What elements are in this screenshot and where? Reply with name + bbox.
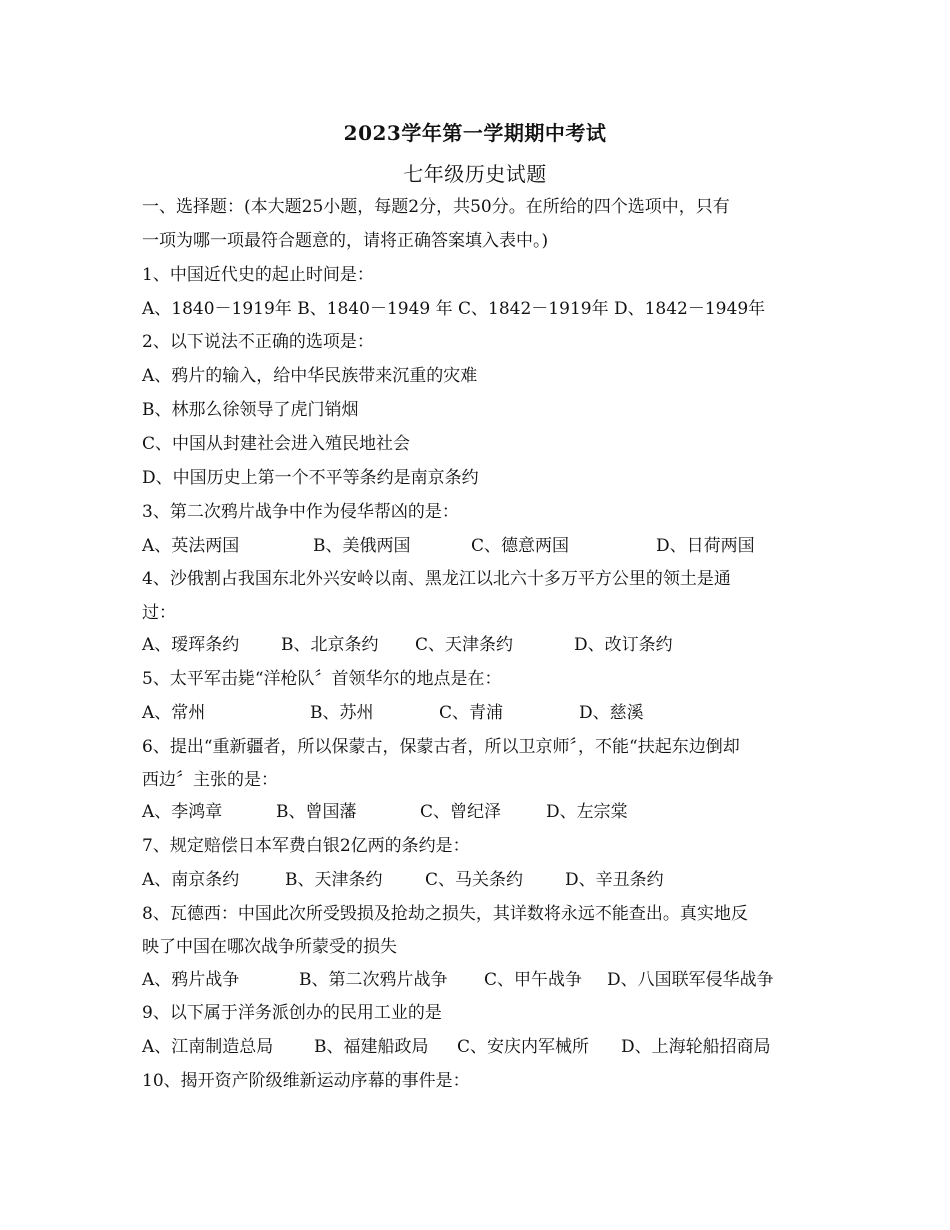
question-4-option-b: B、北京条约 [281,635,379,655]
question-7-option-c: C、马关条约 [425,870,524,890]
question-6-option-b: B、曾国藩 [276,802,357,822]
question-8-option-b: B、第二次鸦片战争 [299,970,448,990]
question-6-stem-continued: 西边〞主张的是： [142,770,278,790]
question-2-option-a: A、鸦片的输入，给中华民族带来沉重的灾难 [142,366,478,386]
question-7-stem: 7、规定赔偿日本军费白银2亿两的条约是： [142,836,470,856]
question-6-stem: 6、提出“重新疆者，所以保蒙古，保蒙古者，所以卫京师〞，不能“扶起东边倒却 [142,737,740,757]
question-1-stem: 1、中国近代史的起止时间是： [142,265,374,285]
question-4-option-c: C、天津条约 [415,635,514,655]
question-2-option-d: D、中国历史上第一个不平等条约是南京条约 [142,468,479,488]
question-9-option-b: B、福建船政局 [314,1037,429,1057]
question-7-option-a: A、南京条约 [142,870,240,890]
exam-title: 2023学年第一学期期中考试 [343,121,607,145]
question-4-stem: 4、沙俄割占我国东北外兴安岭以南、黑龙江以北六十多万平方公里的领土是通 [142,569,731,589]
question-3-option-d: D、日荷两国 [656,536,755,556]
question-4-option-a: A、瑷珲条约 [142,635,240,655]
question-6-option-a: A、李鸿章 [142,802,223,822]
question-2-option-b: B、林那么徐领导了虎门销烟 [142,400,359,420]
question-8-option-d: D、八国联军侵华战争 [607,970,774,990]
question-5-option-b: B、苏州 [310,703,374,723]
question-8-stem: 8、瓦德西：中国此次所受毁损及抢劫之损失，其详数将永远不能查出。真实地反 [142,904,748,924]
question-10-stem: 10、揭开资产阶级维新运动序幕的事件是： [142,1071,470,1091]
question-3-option-b: B、美俄两国 [313,536,411,556]
question-7-option-d: D、辛丑条约 [565,870,664,890]
question-4-option-d: D、改订条约 [574,635,673,655]
question-6-option-d: D、左宗棠 [546,802,628,822]
question-9-option-a: A、江南制造总局 [142,1037,274,1057]
question-3-option-c: C、德意两国 [471,536,570,556]
exam-subtitle: 七年级历史试题 [403,162,547,186]
question-5-option-c: C、青浦 [439,703,504,723]
question-3-option-a: A、英法两国 [142,536,240,556]
question-8-option-c: C、甲午战争 [484,970,583,990]
section-instructions-line-1: 一、选择题：(本大题25小题，每题2分，共50分。在所给的四个选项中，只有 [142,197,730,217]
question-5-option-d: D、慈溪 [579,703,644,723]
question-2-stem: 2、以下说法不正确的选项是： [142,332,374,352]
question-6-option-c: C、曾纪泽 [420,802,502,822]
question-3-stem: 3、第二次鸦片战争中作为侵华帮凶的是： [142,502,459,522]
question-9-stem: 9、以下属于洋务派创办的民用工业的是 [142,1003,442,1023]
question-7-option-b: B、天津条约 [285,870,383,890]
question-2-option-c: C、中国从封建社会进入殖民地社会 [142,434,411,454]
question-8-stem-continued: 映了中国在哪次战争所蒙受的损失 [142,937,397,957]
question-5-option-a: A、常州 [142,703,206,723]
question-9-option-c: C、安庆内军械所 [457,1037,590,1057]
question-9-option-d: D、上海轮船招商局 [621,1037,771,1057]
question-4-stem-continued: 过： [142,603,176,623]
question-5-stem: 5、太平军击毙“洋枪队〞首领华尔的地点是在： [142,669,502,689]
question-1-options: A、1840－1919年 B、1840－1949 年 C、1842－1919年 D、1842－1949年 [142,299,766,319]
section-instructions-line-2: 一项为哪一项最符合题意的，请将正确答案填入表中。) [142,231,549,251]
question-8-option-a: A、鸦片战争 [142,970,240,990]
